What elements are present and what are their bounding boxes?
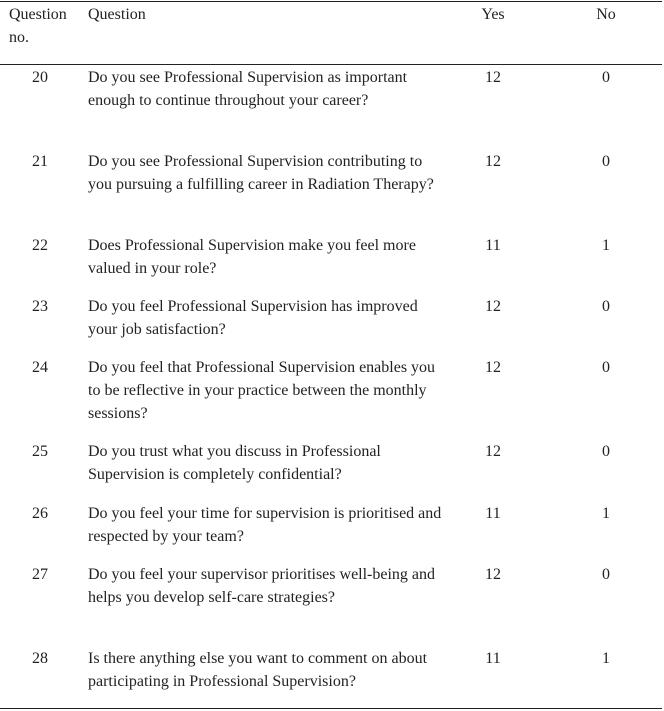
no-count: 0 <box>602 153 610 170</box>
yes-count: 12 <box>485 298 501 315</box>
question-number: 26 <box>32 505 48 522</box>
yes-count: 12 <box>485 69 501 86</box>
question-text: Do you see Professional Supervision as important enough to continue throughout your career? <box>88 69 408 109</box>
question-number: 21 <box>32 153 48 170</box>
no-count: 1 <box>602 505 610 522</box>
question-text: Does Professional Supervision make you feel more valued in your role? <box>88 237 416 277</box>
yes-count: 12 <box>485 443 501 460</box>
yes-count: 11 <box>485 650 501 667</box>
yes-count: 12 <box>485 359 501 376</box>
question-number: 28 <box>32 650 48 667</box>
no-count: 0 <box>602 443 610 460</box>
yes-count: 11 <box>485 505 501 522</box>
no-count: 1 <box>602 237 610 254</box>
question-text: Do you feel your time for supervision is prioritised and respected by your team? <box>88 505 442 545</box>
header-question: Question <box>88 6 146 23</box>
header-yes: Yes <box>481 6 505 23</box>
question-number: 23 <box>32 298 48 315</box>
question-text: Do you feel that Professional Supervision enables you to be reflective in your practice between the monthly sessions? <box>88 359 436 422</box>
yes-count: 12 <box>485 566 501 583</box>
bottom-rule <box>0 708 662 709</box>
question-number: 24 <box>32 359 48 376</box>
question-number: 20 <box>32 69 48 86</box>
question-text: Is there anything else you want to comment on about participating in Professional Supervision? <box>88 650 428 690</box>
yes-count: 12 <box>485 153 501 170</box>
no-count: 1 <box>602 650 610 667</box>
yes-count: 11 <box>485 237 501 254</box>
question-text: Do you feel Professional Supervision has improved your job satisfaction? <box>88 298 418 338</box>
question-text: Do you see Professional Supervision contributing to you pursuing a fulfilling career in Radiation Therapy? <box>88 153 434 193</box>
header-question-no: Question no. <box>9 6 67 46</box>
table-header <box>0 3 662 61</box>
question-text: Do you trust what you discuss in Professional Supervision is completely confidential? <box>88 443 381 483</box>
question-number: 27 <box>32 566 48 583</box>
no-count: 0 <box>602 566 610 583</box>
no-count: 0 <box>602 298 610 315</box>
header-no: No <box>596 6 616 23</box>
question-text: Do you feel your supervisor prioritises well-being and helps you develop self-care strategies? <box>88 566 436 606</box>
no-count: 0 <box>602 359 610 376</box>
question-number: 25 <box>32 443 48 460</box>
header-rule <box>0 64 662 65</box>
top-rule <box>0 1 662 2</box>
question-number: 22 <box>32 237 48 254</box>
no-count: 0 <box>602 69 610 86</box>
